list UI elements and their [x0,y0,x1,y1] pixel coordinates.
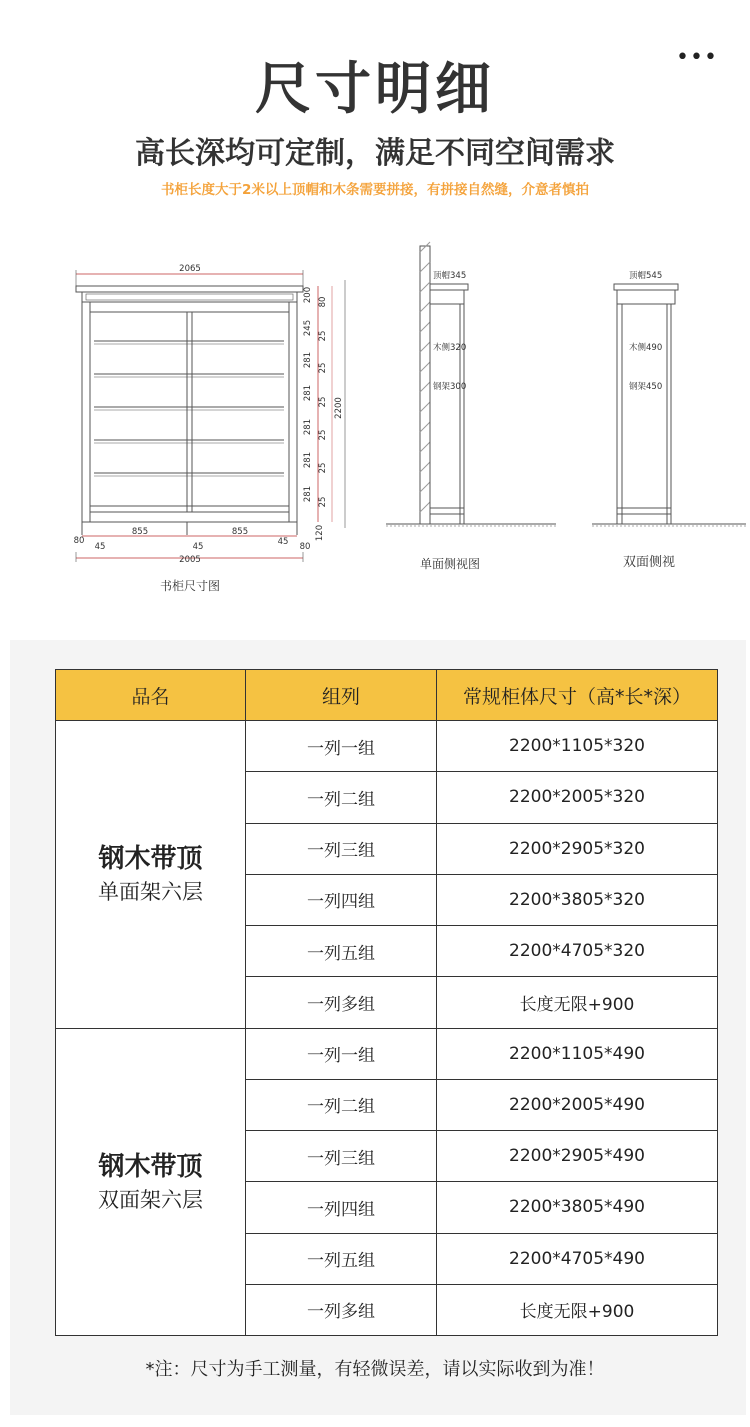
size-cell: 2200*2005*490 [437,1079,718,1130]
single-side-caption: 单面侧视图 [419,557,481,571]
svg-text:25: 25 [318,330,328,342]
svg-text:281: 281 [303,351,313,369]
combo-cell: 一列二组 [246,1079,437,1130]
combo-cell: 一列多组 [246,977,437,1028]
measurement-footnote: *注：尺寸为手工测量，有轻微误差，请以实际收到为准！ [145,1359,605,1380]
product-name: 钢木带顶 [98,844,203,875]
single-side-labels [433,270,466,392]
svg-text:25: 25 [318,362,328,374]
svg-text:钢架450: 钢架450 [629,382,663,392]
svg-text:45: 45 [94,542,106,552]
product-name: 钢木带顶 [98,1151,203,1182]
combo-cell: 一列一组 [246,721,437,772]
svg-text:木侧490: 木侧490 [629,343,663,353]
header-size: 常规柜体尺寸（高*长*深） [437,670,718,721]
size-cell: 2200*2005*320 [437,772,718,823]
single-side-drawing [386,242,556,526]
combo-cell: 一列多组 [246,1284,437,1335]
size-cell: 2200*4705*490 [437,1233,718,1284]
double-side-caption: 双面侧视 [622,555,676,570]
table-row [56,721,718,772]
size-cell: 2200*3805*320 [437,874,718,925]
combo-cell: 一列四组 [246,1182,437,1233]
product-desc: 单面架六层 [98,880,203,905]
svg-text:80: 80 [318,296,328,308]
size-cell: 长度无限+900 [437,977,718,1028]
combo-cell: 一列一组 [246,1028,437,1079]
size-cell: 2200*3805*490 [437,1182,718,1233]
svg-text:25: 25 [318,496,328,508]
size-cell: 2200*2905*320 [437,823,718,874]
svg-text:281: 281 [303,384,313,402]
combo-cell: 一列五组 [246,1233,437,1284]
size-cell: 2200*2905*490 [437,1131,718,1182]
combo-cell: 一列三组 [246,1131,437,1182]
svg-text:281: 281 [303,451,313,469]
svg-text:80: 80 [299,542,311,552]
table-row [56,1028,718,1079]
header-product-name: 品名 [56,670,246,721]
svg-text:855: 855 [231,527,249,537]
svg-text:顶帽545: 顶帽545 [629,271,663,281]
svg-text:25: 25 [318,396,328,408]
double-side-drawing [592,284,746,526]
svg-text:木侧320: 木侧320 [433,343,467,353]
svg-text:顶帽345: 顶帽345 [433,271,467,281]
page-subtitle: 高长深均可定制，满足不同空间需求 [135,136,615,171]
table-header-row [56,670,718,721]
product-cell-double [56,1028,246,1336]
svg-text:2065: 2065 [179,264,201,274]
combo-cell: 一列五组 [246,926,437,977]
size-cell: 长度无限+900 [437,1284,718,1335]
front-view-labels [74,264,344,565]
dimension-diagrams [0,240,750,600]
size-cell: 2200*1105*490 [437,1028,718,1079]
combo-cell: 一列二组 [246,772,437,823]
svg-text:45: 45 [277,537,289,547]
size-cell: 2200*4705*320 [437,926,718,977]
page-title: 尺寸明细 [255,57,495,122]
front-view-drawing [73,270,345,562]
front-view-caption: 书柜尺寸图 [159,579,221,593]
svg-text:2005: 2005 [179,555,201,565]
svg-text:80: 80 [73,536,85,546]
header-combination: 组列 [246,670,437,721]
splicing-notice: 书柜长度大于2米以上顶帽和木条需要拼接，有拼接自然缝，介意者慎拍 [161,182,589,198]
svg-text:855: 855 [131,527,149,537]
svg-text:200: 200 [303,286,313,304]
more-dots-icon[interactable]: ••• [676,45,718,70]
svg-text:45: 45 [192,542,204,552]
combo-cell: 一列三组 [246,823,437,874]
size-cell: 2200*1105*320 [437,721,718,772]
svg-text:2200: 2200 [334,397,344,419]
svg-text:245: 245 [303,319,313,337]
product-cell-single [56,721,246,1029]
combo-cell: 一列四组 [246,874,437,925]
svg-text:25: 25 [318,462,328,474]
svg-text:281: 281 [303,485,313,503]
svg-text:281: 281 [303,418,313,436]
svg-text:25: 25 [318,429,328,441]
spec-table [55,669,718,1336]
product-desc: 双面架六层 [98,1187,203,1212]
svg-text:120: 120 [315,524,325,542]
svg-text:钢架300: 钢架300 [433,382,467,392]
double-side-labels [629,270,662,392]
